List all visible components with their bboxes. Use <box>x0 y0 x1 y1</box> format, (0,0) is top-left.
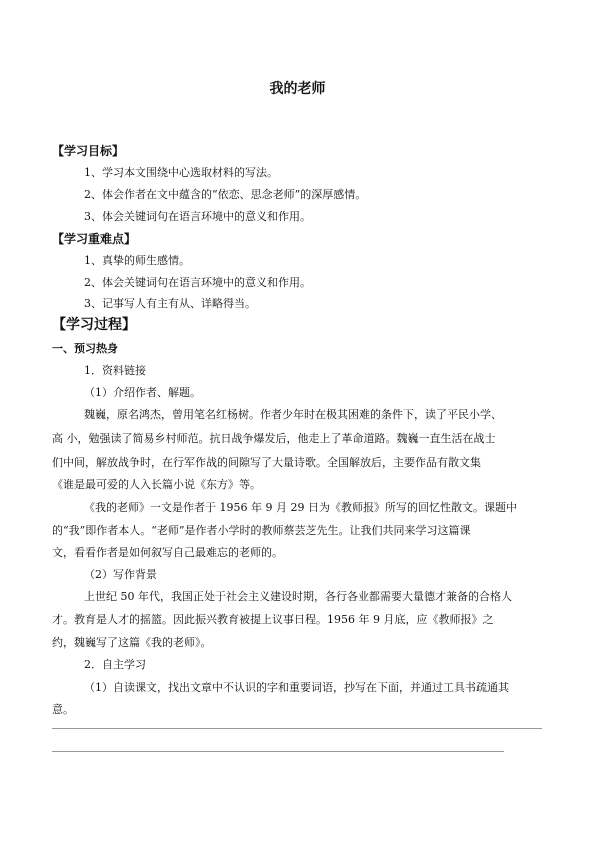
paragraph-line: 意。 <box>52 703 74 716</box>
page-title: 我的老师 <box>269 81 326 97</box>
difficulty-item: 3、记事写人有主有从、详略得当。 <box>84 297 256 310</box>
difficulty-item: 2、体会关键词句在语言环境中的意义和作用。 <box>84 276 311 289</box>
objective-item: 3、体会关键词句在语言环境中的意义和作用。 <box>84 210 311 223</box>
subsection-heading: （1）介绍作者、解题。 <box>84 386 201 399</box>
difficulties-header: 【学习重难点】 <box>52 232 137 246</box>
paragraph-line: （1）自读课文，找出文章中不认识的字和重要词语，抄写在下面，并通过工具书疏通其 <box>84 681 509 694</box>
paragraph-line: 《我的老师》一文是作者于 1956 年 9 月 29 日为《教师报》所写的回忆性散文。课题中 <box>84 501 517 514</box>
objective-item: 2、体会作者在文中蕴含的“依恋、思念老师”的深厚感情。 <box>84 188 367 201</box>
objectives-header: 【学习目标】 <box>52 144 125 158</box>
paragraph-line: 魏巍，原名鸿杰，曾用笔名红杨树。作者少年时在极其困难的条件下，读了平民小学、 <box>84 408 502 421</box>
paragraph-line: 上世纪 50 年代，我国正处于社会主义建设时期，各行各业都需要大量德才兼备的合格人 <box>84 590 512 603</box>
answer-line <box>52 751 504 752</box>
paragraph-line: 文，看看作者是如何叙写自己最难忘的老师的。 <box>52 546 283 559</box>
paragraph-line: 《谁是最可爱的人入长篇小说《东方》等。 <box>52 478 261 491</box>
paragraph-line: 们中间，解放战争时，在行军作战的间隙写了大量诗歌。全国解放后，主要作品有散文集 <box>52 456 481 469</box>
objective-item: 1、学习本文围绕中心选取材料的写法。 <box>84 166 278 179</box>
subsection-heading: 2．自主学习 <box>84 658 146 671</box>
paragraph-line: 高 小，勉强读了简易乡村师范。抗日战争爆发后，他走上了革命道路。魏巍一直生活在战士 <box>52 432 496 445</box>
difficulty-item: 1、真挚的师生感情。 <box>84 254 190 267</box>
subsection-heading: 1．资料链接 <box>84 364 146 377</box>
paragraph-line: 才。教育是人才的摇篮。因此振兴教育被提上议事日程。1956 年 9 月底，应《教师报》之 <box>52 613 494 626</box>
answer-line <box>52 728 542 729</box>
paragraph-line: 的“我”即作者本人。“老师”是作者小学时的教师蔡芸芝先生。让我们共同来学习这篇课 <box>52 524 471 537</box>
process-header: 【学习过程】 <box>52 317 136 333</box>
subsection-heading: （2）写作背景 <box>84 568 157 581</box>
section-heading: 一、预习热身 <box>52 342 118 355</box>
paragraph-line: 约，魏巍写了这篇《我的老师》。 <box>52 636 212 649</box>
